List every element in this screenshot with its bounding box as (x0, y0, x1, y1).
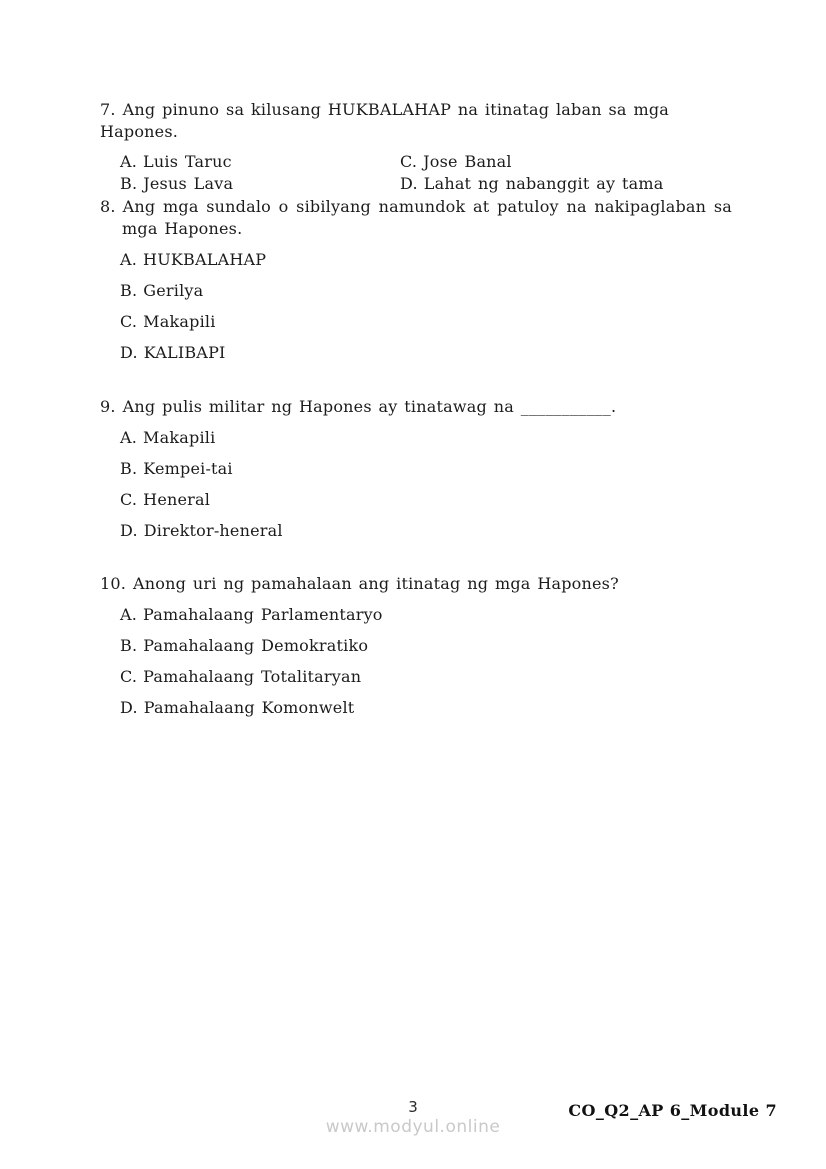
option-item (100, 280, 732, 302)
option-label: C. (120, 667, 138, 686)
option-text: Makapili (143, 312, 216, 331)
option-label: D. (400, 174, 418, 193)
watermark: www.modyul.online (325, 1117, 501, 1137)
option-item (100, 458, 732, 480)
option-text: Luis Taruc (143, 152, 232, 171)
question-8-options (100, 249, 732, 364)
question-7-line (100, 99, 732, 143)
question-9-options (100, 427, 732, 542)
option-text: Jose Banal (423, 152, 512, 171)
question-text: Ang pulis militar ng Hapones ay tinatawag na ___________. (122, 397, 617, 416)
question-text: Anong uri ng pamahalaan ang itinatag ng mga Hapones? (133, 574, 619, 593)
question-text: Ang mga sundalo o sibilyang namundok at patuloy na nakipaglaban sa (122, 197, 732, 216)
option-item (100, 635, 732, 657)
option-text: Lahat ng nabanggit ay tama (423, 174, 664, 193)
option-item (100, 427, 732, 449)
question-7-options (100, 151, 732, 195)
question-9-line (100, 396, 732, 418)
question-8 (100, 196, 732, 364)
question-8-line-2 (100, 218, 732, 240)
option-item (100, 489, 732, 511)
option-label: D. (120, 698, 138, 717)
option-text: Pamahalaang Demokratiko (143, 636, 369, 655)
option-label: C. (400, 152, 418, 171)
option-label: D. (120, 343, 138, 362)
question-number: 9. (100, 397, 116, 416)
question-10-options (100, 604, 732, 719)
option-item (100, 249, 732, 271)
module-code: CO_Q2_AP 6_Module 7 (568, 1101, 777, 1120)
option-text: Heneral (143, 490, 211, 509)
option-item (100, 697, 732, 719)
question-10-line (100, 573, 732, 595)
option-text: Makapili (143, 428, 216, 447)
option-text: HUKBALAHAP (143, 250, 267, 269)
option-text: Pamahalaang Totalitaryan (143, 667, 362, 686)
option-label: C. (120, 312, 138, 331)
option-item (100, 520, 732, 542)
option-label: B. (120, 636, 138, 655)
option-label: A. (120, 250, 138, 269)
question-8-line-1 (100, 196, 732, 218)
option-item (100, 604, 732, 626)
option-item (100, 311, 732, 333)
option-text: Pamahalaang Komonwelt (143, 698, 355, 717)
option-item (120, 151, 400, 173)
option-label: B. (120, 174, 138, 193)
question-number: 7. (100, 100, 116, 119)
option-item (120, 173, 400, 195)
option-label: B. (120, 281, 138, 300)
question-7 (100, 99, 732, 195)
option-label: A. (120, 605, 138, 624)
option-text: Gerilya (143, 281, 204, 300)
option-text: Direktor-heneral (143, 521, 283, 540)
option-item (100, 666, 732, 688)
option-label: A. (120, 152, 138, 171)
option-text: Jesus Lava (143, 174, 234, 193)
option-item (100, 342, 732, 364)
question-number: 8. (100, 197, 116, 216)
option-label: A. (120, 428, 138, 447)
question-text: mga Hapones. (122, 219, 243, 238)
question-9 (100, 396, 732, 542)
option-label: C. (120, 490, 138, 509)
option-item (400, 173, 732, 195)
option-item (400, 151, 732, 173)
option-text: Pamahalaang Parlamentaryo (143, 605, 383, 624)
option-label: B. (120, 459, 138, 478)
option-text: Kempei-tai (143, 459, 233, 478)
question-number: 10. (100, 574, 127, 593)
option-text: KALIBAPI (143, 343, 226, 362)
question-10 (100, 573, 732, 719)
page-number: 3 (408, 1098, 418, 1116)
question-text: Ang pinuno sa kilusang HUKBALAHAP na itinatag laban sa mga Hapones. (100, 100, 669, 141)
option-label: D. (120, 521, 138, 540)
